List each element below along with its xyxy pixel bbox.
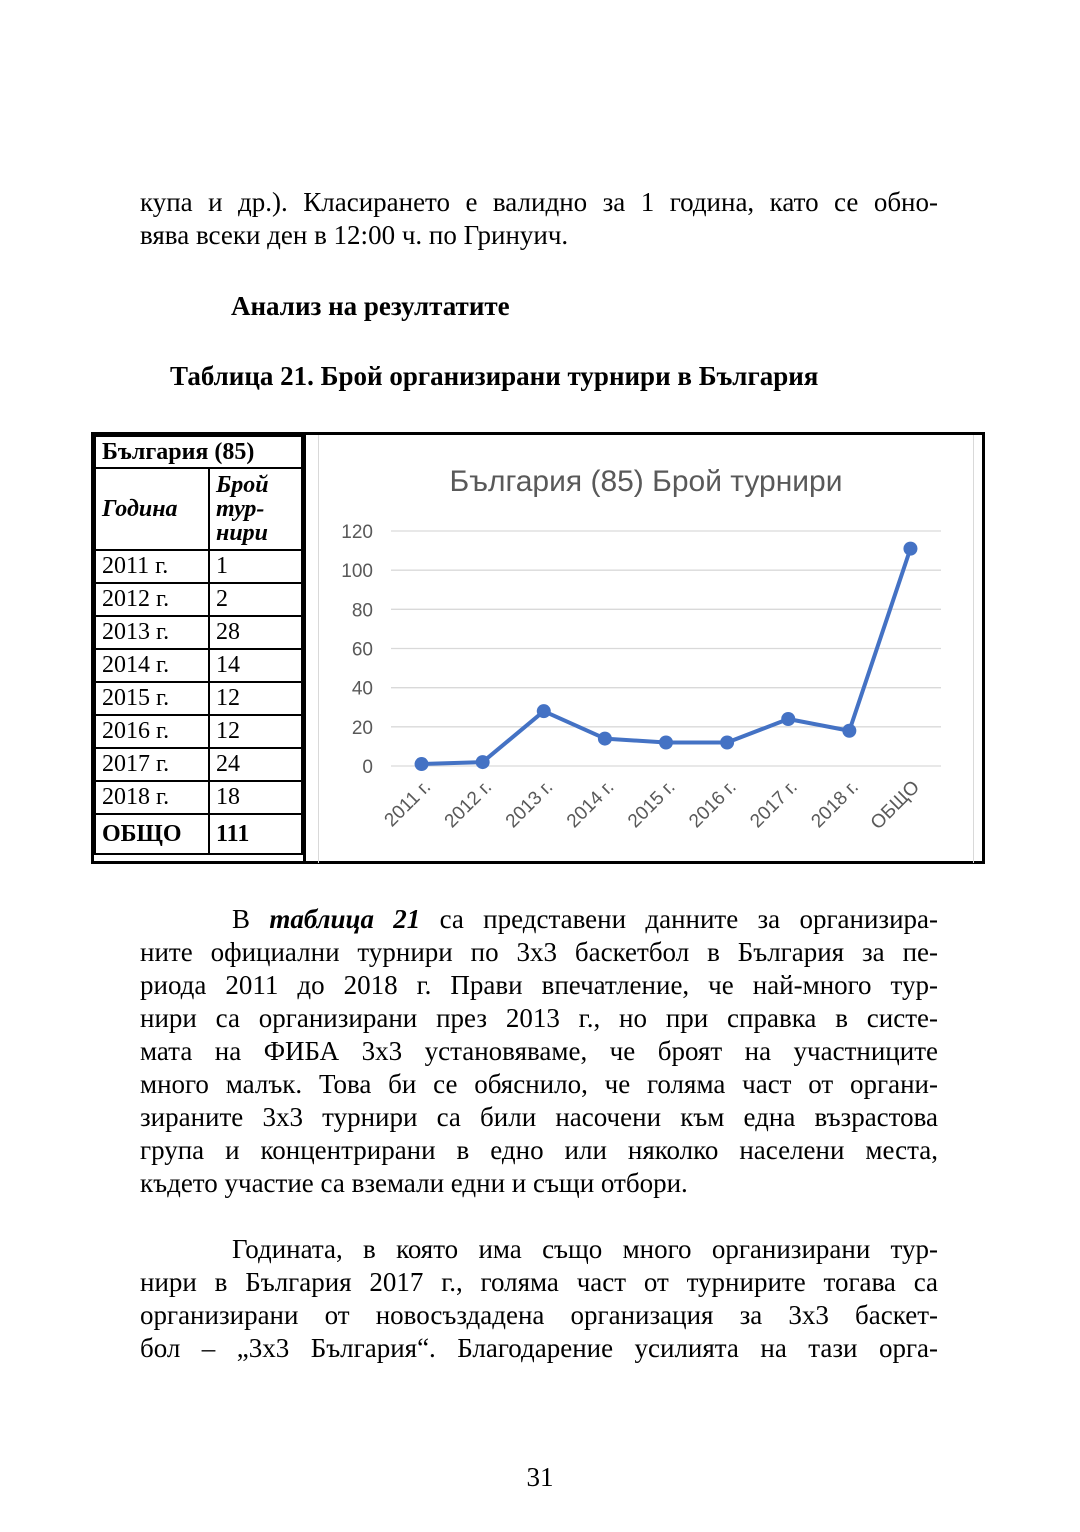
x-tick-label: ОБЩО — [866, 776, 924, 834]
table-total-row: ОБЩО 111 — [95, 814, 302, 854]
x-tick-label: 2018 г. — [807, 776, 863, 833]
table-row: 2015 г. 12 — [95, 682, 302, 715]
data-point — [598, 732, 612, 746]
y-tick-label: 80 — [351, 600, 373, 622]
paragraph-line: много малък. Това би се обяснило, че голяма част от органи- — [140, 1069, 938, 1099]
intro-paragraph — [140, 186, 938, 252]
paragraph-line: ните официални турнири по 3х3 баскетбол в България за пе- — [140, 937, 938, 967]
data-point — [781, 712, 795, 726]
x-tick-label: 2011 г. — [380, 776, 436, 832]
y-tick-label: 20 — [351, 717, 373, 739]
chart-frame — [303, 435, 985, 861]
chart-title: България (85) Брой турнири — [449, 465, 843, 498]
y-tick-label: 120 — [341, 522, 373, 543]
x-tick-label: 2015 г. — [624, 776, 680, 833]
paragraph-line: нири в България 2017 г., голяма част от турнирите тогава са — [140, 1267, 938, 1297]
table-row: 2017 г. 24 — [95, 748, 302, 781]
tournaments-table — [94, 435, 303, 855]
paragraph-line: мата на ФИБА 3х3 установяваме, че броят на участниците — [140, 1036, 938, 1066]
paragraph-line: риода 2011 до 2018 г. Прави впечатление, че най-много тур- — [140, 970, 938, 1000]
table-chart-block — [91, 432, 985, 864]
y-tick-label: 40 — [351, 678, 373, 700]
data-point — [842, 724, 856, 738]
body-paragraph-1 — [140, 903, 938, 1200]
data-point — [415, 757, 429, 771]
body-paragraph-2 — [140, 1233, 938, 1365]
x-tick-label: 2016 г. — [685, 776, 741, 833]
paragraph-line: където участие са вземали едни и същи отбори. — [140, 1168, 688, 1198]
paragraph-line: група и концентрирани в едно или няколко населени места, — [140, 1135, 938, 1165]
y-tick-label: 100 — [341, 561, 373, 583]
table-caption: Таблица 21. Брой организирани турнири в България — [170, 361, 819, 391]
chart-area — [318, 435, 974, 863]
x-tick-label: 2013 г. — [501, 776, 558, 833]
y-tick-label: 0 — [362, 757, 373, 778]
paragraph-line: зираните 3х3 турнири са били насочени към една възрастова — [140, 1102, 938, 1132]
series-line — [422, 549, 911, 764]
paragraph-line: бол – „3х3 България“. Благодарение усилията на тази орга- — [140, 1333, 938, 1363]
data-point — [537, 704, 551, 718]
data-point — [903, 542, 917, 556]
paragraph-line: нири са организирани през 2013 г., но при справка в систе- — [140, 1003, 938, 1033]
column-year-header: Година — [95, 468, 209, 550]
table-row: 2011 г. 1 — [95, 550, 302, 583]
paragraph-line: Годината, в която има също много организирани тур- — [232, 1234, 938, 1264]
x-tick-label: 2012 г. — [440, 776, 497, 833]
data-point — [476, 755, 490, 769]
page-number: 31 — [526, 1462, 554, 1492]
paragraph-line: организирани от новосъздадена организация за 3х3 баскет- — [140, 1300, 938, 1330]
table-row: 2016 г. 12 — [95, 715, 302, 748]
intro-line: купа и др.). Класирането е валидно за 1 година, като се обно- — [140, 187, 938, 217]
table-row: 2014 г. 14 — [95, 649, 302, 682]
y-tick-label: 60 — [351, 639, 373, 661]
table-row: 2013 г. 28 — [95, 616, 302, 649]
data-point — [659, 736, 673, 750]
table-row: 2018 г. 18 — [95, 781, 302, 814]
x-tick-label: 2017 г. — [746, 776, 802, 833]
table-header: България (85) — [95, 436, 302, 468]
column-count-header: Брой тур- нири — [209, 468, 302, 550]
section-heading: Анализ на резултатите — [231, 291, 510, 321]
x-tick-label: 2014 г. — [562, 776, 619, 833]
table-row: 2012 г. 2 — [95, 583, 302, 616]
paragraph-line: В таблица 21 са представени данните за организира- — [232, 904, 938, 934]
intro-line: вява всеки ден в 12:00 ч. по Гринуич. — [140, 220, 569, 250]
data-point — [720, 736, 734, 750]
line-chart — [319, 435, 973, 863]
table-reference: таблица 21 — [269, 904, 421, 934]
